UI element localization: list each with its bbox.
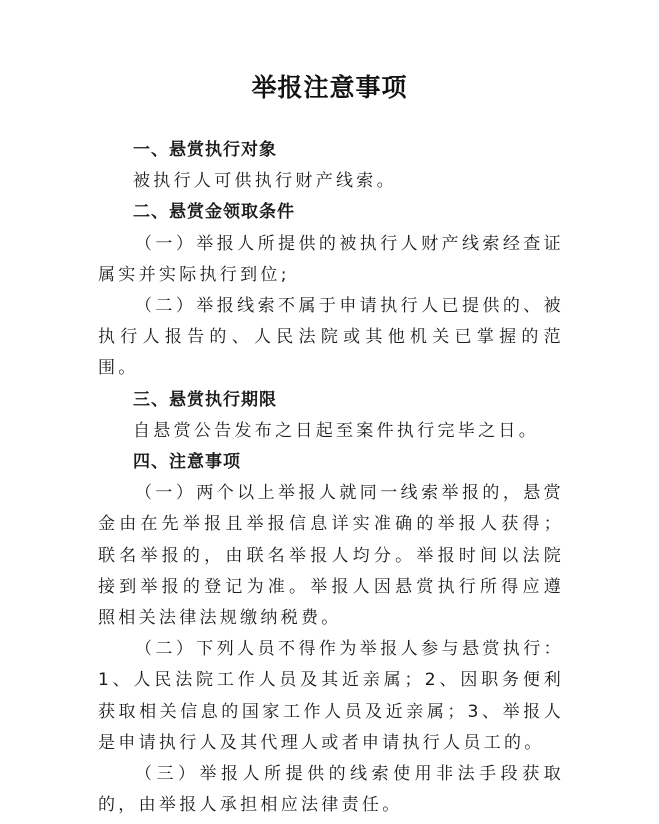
section-paragraph: （二）举报线索不属于申请执行人已提供的、被执行人报告的、人民法院或其他机关已掌握的范围。 [98, 296, 564, 379]
section-paragraph: 自悬赏公告发布之日起至案件执行完毕之日。 [133, 420, 539, 441]
section-heading-reward-target: 一、悬赏执行对象 [133, 140, 277, 160]
section-paragraph: 被执行人可供执行财产线索。 [133, 171, 397, 192]
section-paragraph: （二）下列人员不得作为举报人参与悬赏执行：1、人民法院工作人员及其近亲属；2、因职务便利获取相关信息的国家工作人员及近亲属；3、举报人是申请执行人及其代理人或者申请执行人员工的。 [98, 639, 564, 753]
section-heading-reward-conditions: 二、悬赏金领取条件 [133, 202, 295, 223]
section-paragraph: （三）举报人所提供的线索使用非法手段获取的，由举报人承担相应法律责任。 [98, 764, 564, 816]
section-heading-reward-period: 三、悬赏执行期限 [133, 389, 277, 410]
section-heading-notes: 四、注意事项 [133, 452, 241, 473]
section-paragraph: （一）两个以上举报人就同一线索举报的，悬赏金由在先举报且举报信息详实准确的举报人获得；联名举报的，由联名举报人均分。举报时间以法院接到举报的登记为准。举报人因悬赏执行所得应遵照相关法律法规缴纳税费。 [98, 483, 564, 629]
section-paragraph: （一）举报人所提供的被执行人财产线索经查证属实并实际执行到位; [98, 233, 564, 285]
document-body [98, 135, 564, 821]
document-title: 举报注意事项 [251, 73, 408, 102]
